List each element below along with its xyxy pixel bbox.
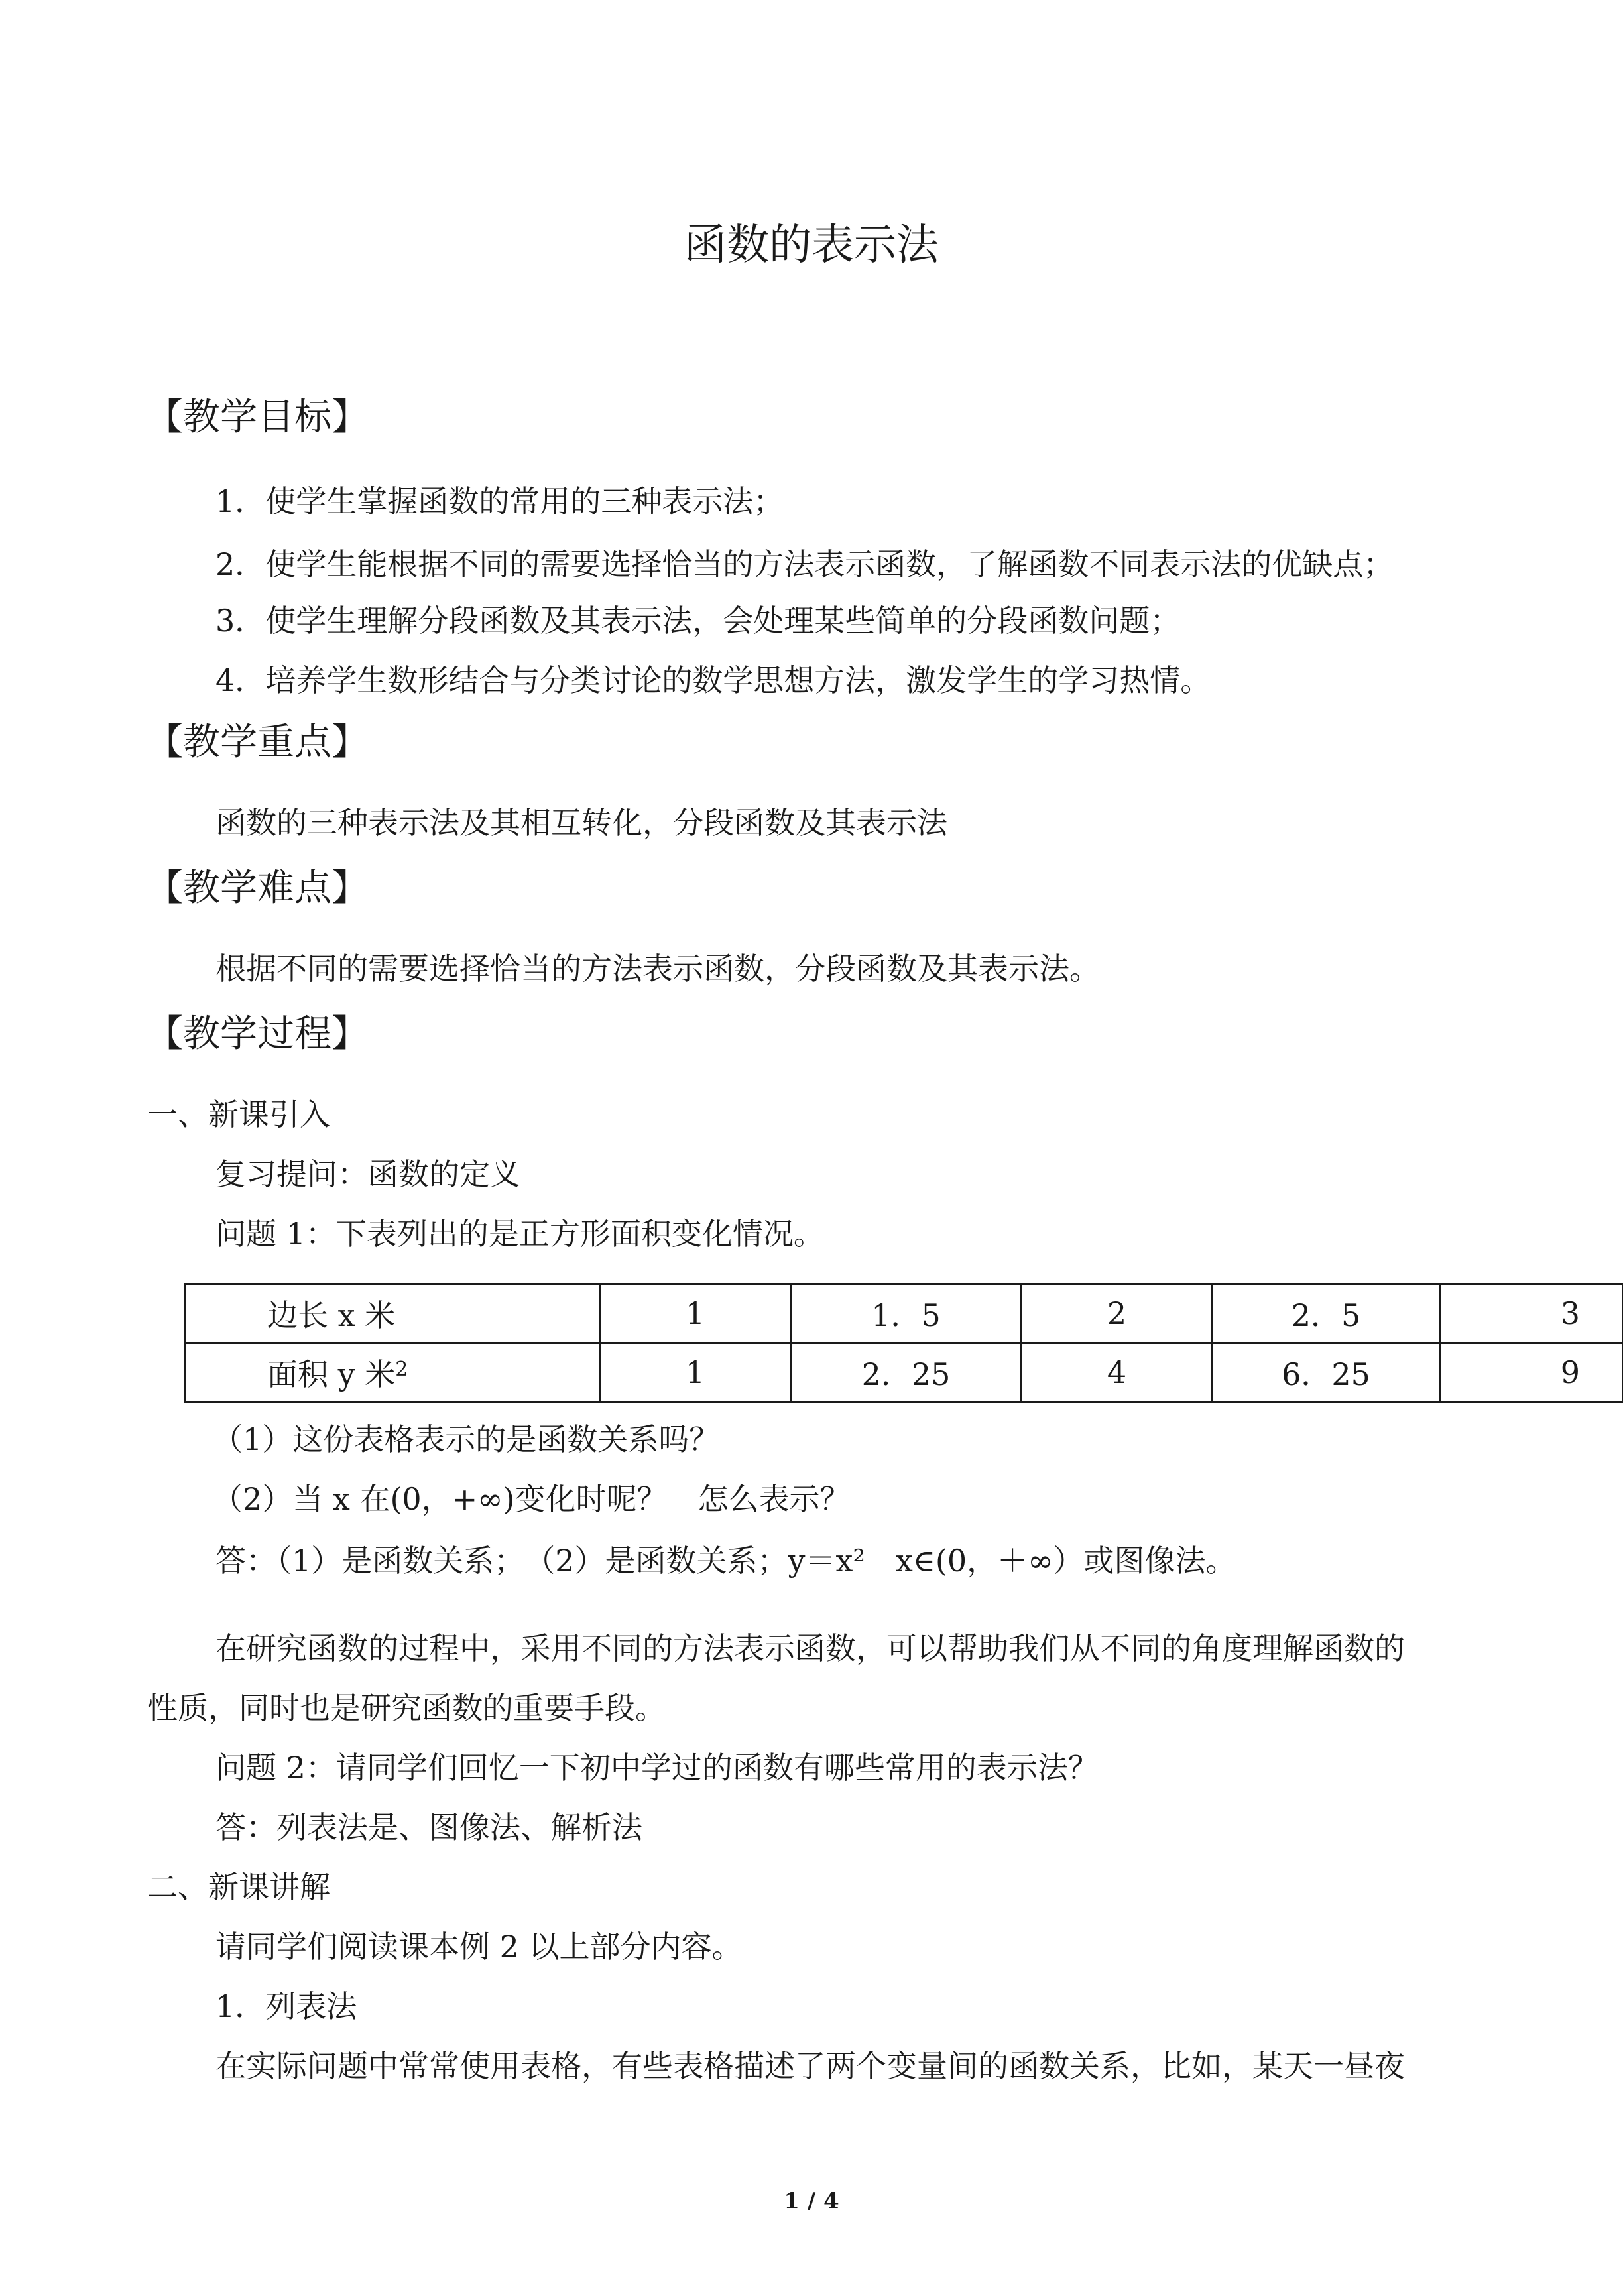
question-2-answer: 答：列表法是、图像法、解析法 — [215, 1809, 642, 1845]
paragraph-line-1: 在研究函数的过程中，采用不同的方法表示函数，可以帮助我们从不同的角度理解函数的 — [215, 1630, 1405, 1666]
table-cell: 6．25 — [1213, 1343, 1440, 1402]
section-heading-key-points: 【教学重点】 — [146, 721, 369, 764]
table-cell: 1．5 — [791, 1284, 1022, 1343]
table-cell: 1 — [600, 1284, 791, 1343]
goal-item-4: 4．培养学生数形结合与分类讨论的数学思想方法，激发学生的学习热情。 — [215, 662, 1211, 698]
part2-heading: 二、新课讲解 — [147, 1869, 330, 1905]
row-label-area — [186, 1343, 600, 1402]
table-cell: 3 — [1440, 1284, 1623, 1343]
table-cell: 2．25 — [791, 1343, 1022, 1402]
section-heading-process: 【教学过程】 — [146, 1012, 369, 1056]
document-title: 函数的表示法 — [684, 221, 939, 270]
superscript-2: 2 — [395, 1358, 408, 1381]
page-number: 1 / 4 — [784, 2188, 839, 2214]
table-row — [186, 1284, 1623, 1343]
table-cell: 2 — [1022, 1284, 1213, 1343]
question-1-sub-2: （2）当 x 在(0，+∞)变化时呢？ 怎么表示？ — [212, 1481, 851, 1517]
square-area-table — [184, 1283, 1623, 1403]
row-label-side: 边长 x 米 — [186, 1284, 600, 1343]
table-row — [186, 1343, 1623, 1402]
method-1-heading: 1．列表法 — [215, 1988, 357, 2024]
reading-instruction: 请同学们阅读课本例 2 以上部分内容。 — [215, 1929, 743, 1964]
review-question: 复习提问：函数的定义 — [215, 1156, 520, 1192]
section-heading-goals: 【教学目标】 — [146, 396, 369, 439]
table-cell: 4 — [1022, 1343, 1213, 1402]
question-1-sub-1: （1）这份表格表示的是函数关系吗？ — [212, 1421, 720, 1457]
question-1-answer: 答：（1）是函数关系； （2）是函数关系；y＝x² x∈(0，＋∞）或图像法。 — [215, 1543, 1236, 1579]
difficulties-text: 根据不同的需要选择恰当的方法表示函数，分段函数及其表示法。 — [215, 951, 1100, 987]
question-1: 问题 1：下表列出的是正方形面积变化情况。 — [215, 1216, 824, 1252]
table-cell: 9 — [1440, 1343, 1623, 1402]
section-heading-difficulties: 【教学难点】 — [146, 867, 369, 910]
key-points-text: 函数的三种表示法及其相互转化，分段函数及其表示法 — [215, 805, 947, 841]
table-cell: 2．5 — [1213, 1284, 1440, 1343]
goal-item-3: 3．使学生理解分段函数及其表示法，会处理某些简单的分段函数问题； — [215, 603, 1181, 638]
part1-heading: 一、新课引入 — [147, 1097, 330, 1132]
table-cell: 1 — [600, 1343, 791, 1402]
method-1-text: 在实际问题中常常使用表格，有些表格描述了两个变量间的函数关系，比如，某天一昼夜 — [215, 2048, 1405, 2084]
goal-item-1: 1．使学生掌握函数的常用的三种表示法； — [215, 483, 784, 519]
row-label-area-text: 面积 y 米 — [267, 1357, 396, 1392]
goal-item-2: 2．使学生能根据不同的需要选择恰当的方法表示函数，了解函数不同表示法的优缺点； — [215, 546, 1394, 582]
question-2: 问题 2：请同学们回忆一下初中学过的函数有哪些常用的表示法？ — [215, 1750, 1099, 1785]
paragraph-line-2: 性质，同时也是研究函数的重要手段。 — [147, 1690, 666, 1726]
